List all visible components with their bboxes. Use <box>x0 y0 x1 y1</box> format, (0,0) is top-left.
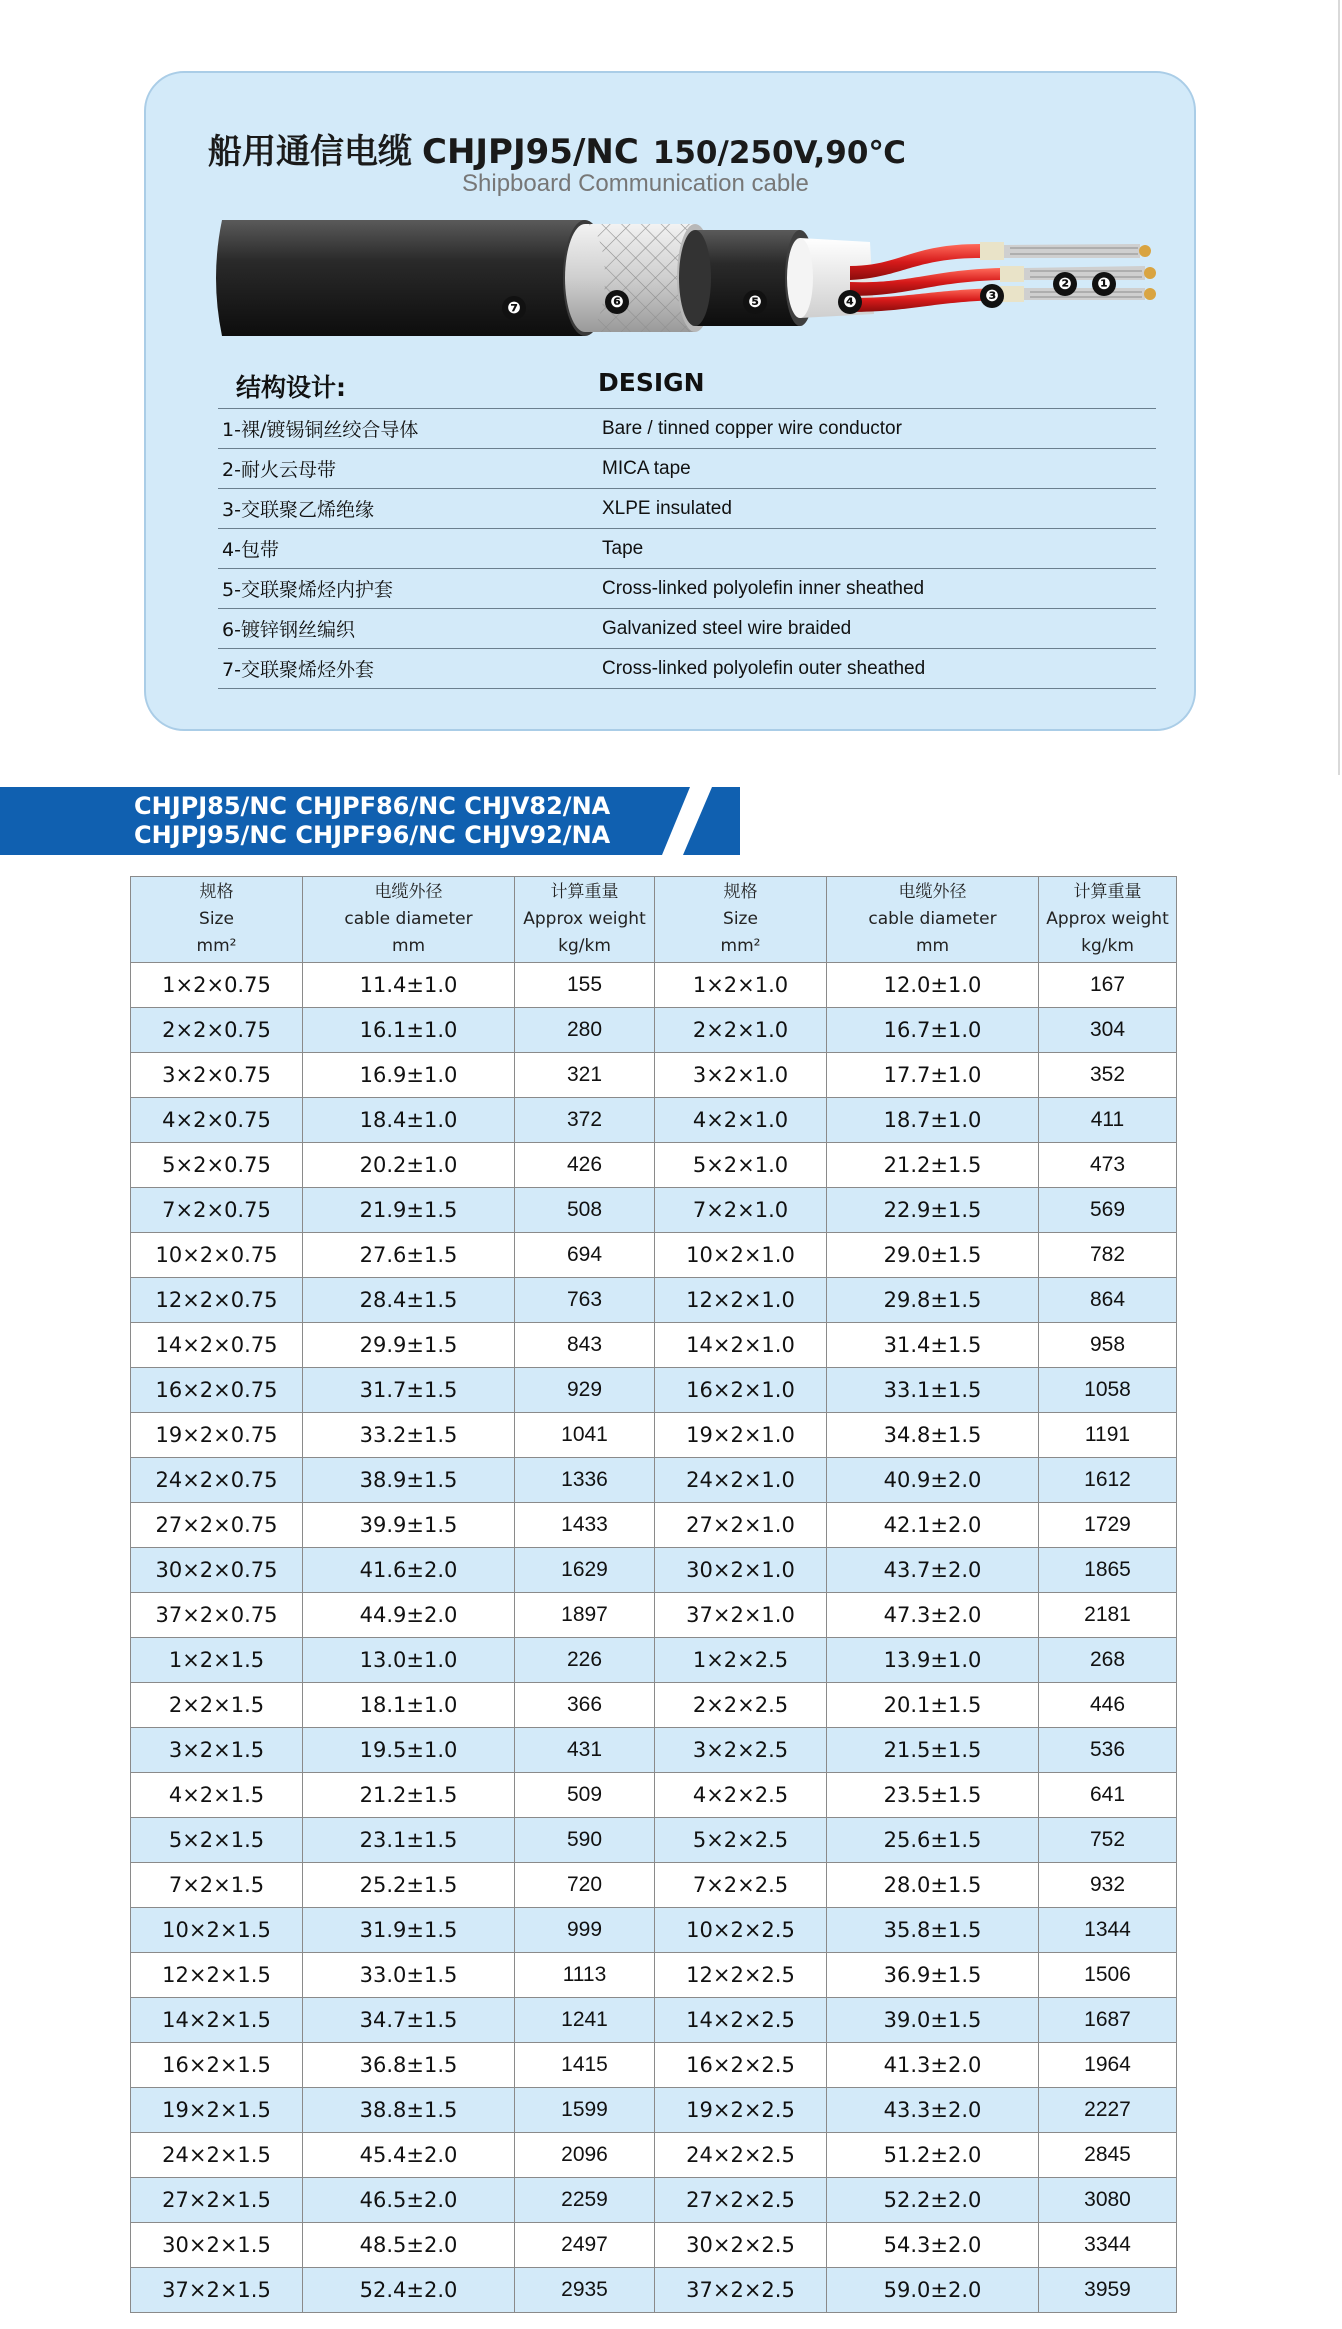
cell-diameter: 11.4±1.0 <box>303 963 515 1008</box>
cell-weight: 509 <box>515 1773 655 1818</box>
cell-size-2: 1×2×2.5 <box>655 1638 827 1683</box>
design-en: XLPE insulated <box>602 489 1156 529</box>
cell-weight-2: 268 <box>1039 1638 1177 1683</box>
cell-weight-2: 1612 <box>1039 1458 1177 1503</box>
cell-size-2: 2×2×2.5 <box>655 1683 827 1728</box>
spec-header-row <box>131 877 1177 963</box>
cell-size: 19×2×0.75 <box>131 1413 303 1458</box>
table-row <box>131 1953 1177 1998</box>
cell-diameter: 46.5±2.0 <box>303 2178 515 2223</box>
cell-size: 16×2×0.75 <box>131 1368 303 1413</box>
cell-diameter-2: 21.5±1.5 <box>827 1728 1039 1773</box>
cell-size-2: 27×2×1.0 <box>655 1503 827 1548</box>
table-row <box>131 963 1177 1008</box>
cell-size: 16×2×1.5 <box>131 2043 303 2088</box>
outer-sheath <box>216 220 585 336</box>
table-row <box>131 1863 1177 1908</box>
design-zh: 1-裸/镀锡铜丝绞合导体 <box>218 409 602 449</box>
table-row <box>131 1143 1177 1188</box>
cell-size: 3×2×1.5 <box>131 1728 303 1773</box>
cell-size-2: 37×2×2.5 <box>655 2268 827 2313</box>
cell-size: 2×2×1.5 <box>131 1683 303 1728</box>
cell-weight-2: 569 <box>1039 1188 1177 1233</box>
cell-diameter: 28.4±1.5 <box>303 1278 515 1323</box>
design-row <box>218 489 1156 529</box>
design-zh: 2-耐火云母带 <box>218 449 602 489</box>
title-rating: 150/250V,90℃ <box>652 135 906 171</box>
cell-diameter-2: 42.1±2.0 <box>827 1503 1039 1548</box>
cell-weight-2: 2181 <box>1039 1593 1177 1638</box>
cable-drawing <box>210 208 1170 348</box>
conductor-2 <box>1024 266 1145 280</box>
spec-table <box>130 876 1177 2313</box>
cell-weight: 929 <box>515 1368 655 1413</box>
cell-size-2: 10×2×2.5 <box>655 1908 827 1953</box>
cell-weight-2: 167 <box>1039 963 1177 1008</box>
label-5: ❺ <box>743 290 767 314</box>
cell-size: 27×2×1.5 <box>131 2178 303 2223</box>
conductor-1 <box>1004 244 1140 258</box>
cell-weight: 2096 <box>515 2133 655 2178</box>
cell-diameter-2: 47.3±2.0 <box>827 1593 1039 1638</box>
cell-diameter: 38.9±1.5 <box>303 1458 515 1503</box>
table-row <box>131 1368 1177 1413</box>
cell-weight: 1336 <box>515 1458 655 1503</box>
cell-weight: 372 <box>515 1098 655 1143</box>
cell-diameter-2: 41.3±2.0 <box>827 2043 1039 2088</box>
cell-weight-2: 1687 <box>1039 1998 1177 2043</box>
cell-size: 24×2×0.75 <box>131 1458 303 1503</box>
cell-weight-2: 3080 <box>1039 2178 1177 2223</box>
cell-size-2: 5×2×1.0 <box>655 1143 827 1188</box>
cell-weight: 720 <box>515 1863 655 1908</box>
cell-weight: 590 <box>515 1818 655 1863</box>
cell-diameter: 18.1±1.0 <box>303 1683 515 1728</box>
cell-size-2: 3×2×1.0 <box>655 1053 827 1098</box>
cell-size-2: 10×2×1.0 <box>655 1233 827 1278</box>
cable-cutaway-illustration <box>210 208 1170 348</box>
label-3: ❸ <box>980 284 1004 308</box>
cell-weight-2: 864 <box>1039 1278 1177 1323</box>
cell-weight-2: 3959 <box>1039 2268 1177 2313</box>
cell-weight-2: 2227 <box>1039 2088 1177 2133</box>
cell-size: 10×2×1.5 <box>131 1908 303 1953</box>
label-6: ❻ <box>605 290 629 314</box>
cell-size-2: 7×2×2.5 <box>655 1863 827 1908</box>
table-row <box>131 2268 1177 2313</box>
cell-diameter: 16.1±1.0 <box>303 1008 515 1053</box>
cell-diameter-2: 16.7±1.0 <box>827 1008 1039 1053</box>
cell-size: 5×2×0.75 <box>131 1143 303 1188</box>
design-row <box>218 409 1156 449</box>
cell-diameter-2: 18.7±1.0 <box>827 1098 1039 1143</box>
cell-weight: 1113 <box>515 1953 655 1998</box>
cell-diameter: 52.4±2.0 <box>303 2268 515 2313</box>
spec-table-body <box>131 963 1177 2313</box>
table-row <box>131 1593 1177 1638</box>
cell-size: 14×2×1.5 <box>131 1998 303 2043</box>
cell-size: 37×2×0.75 <box>131 1593 303 1638</box>
cell-diameter: 38.8±1.5 <box>303 2088 515 2133</box>
cell-size-2: 19×2×2.5 <box>655 2088 827 2133</box>
cell-diameter-2: 17.7±1.0 <box>827 1053 1039 1098</box>
cell-weight: 321 <box>515 1053 655 1098</box>
design-en: Bare / tinned copper wire conductor <box>602 409 1156 449</box>
header-weight: 计算重量 Approx weight kg/km <box>515 877 655 963</box>
table-row <box>131 1323 1177 1368</box>
cell-size: 5×2×1.5 <box>131 1818 303 1863</box>
header-size-2: 规格 Size mm² <box>655 877 827 963</box>
cell-diameter-2: 52.2±2.0 <box>827 2178 1039 2223</box>
cell-weight: 1241 <box>515 1998 655 2043</box>
cell-diameter-2: 31.4±1.5 <box>827 1323 1039 1368</box>
cell-size-2: 16×2×2.5 <box>655 2043 827 2088</box>
cell-weight: 508 <box>515 1188 655 1233</box>
header-diameter: 电缆外径 cable diameter mm <box>303 877 515 963</box>
cell-diameter-2: 28.0±1.5 <box>827 1863 1039 1908</box>
banner-models <box>134 792 610 850</box>
title-model: CHJPJ95/NC <box>422 132 639 172</box>
design-en: MICA tape <box>602 449 1156 489</box>
label-7: ❼ <box>502 296 526 320</box>
cell-diameter: 36.8±1.5 <box>303 2043 515 2088</box>
cell-weight-2: 3344 <box>1039 2223 1177 2268</box>
cell-weight-2: 1964 <box>1039 2043 1177 2088</box>
cell-size-2: 2×2×1.0 <box>655 1008 827 1053</box>
cell-diameter-2: 34.8±1.5 <box>827 1413 1039 1458</box>
cell-diameter-2: 51.2±2.0 <box>827 2133 1039 2178</box>
banner-line-2: CHJPJ95/NC CHJPF96/NC CHJV92/NA <box>134 821 611 849</box>
cell-weight-2: 932 <box>1039 1863 1177 1908</box>
cell-weight-2: 352 <box>1039 1053 1177 1098</box>
cell-size-2: 24×2×1.0 <box>655 1458 827 1503</box>
cell-size-2: 4×2×2.5 <box>655 1773 827 1818</box>
cell-diameter-2: 40.9±2.0 <box>827 1458 1039 1503</box>
conductor-tip-3 <box>1144 288 1156 300</box>
cell-diameter-2: 21.2±1.5 <box>827 1143 1039 1188</box>
cell-diameter: 25.2±1.5 <box>303 1863 515 1908</box>
table-row <box>131 1503 1177 1548</box>
cell-size: 37×2×1.5 <box>131 2268 303 2313</box>
cell-diameter: 33.2±1.5 <box>303 1413 515 1458</box>
cell-weight: 2259 <box>515 2178 655 2223</box>
cell-diameter: 16.9±1.0 <box>303 1053 515 1098</box>
cell-diameter-2: 43.3±2.0 <box>827 2088 1039 2133</box>
cell-size-2: 24×2×2.5 <box>655 2133 827 2178</box>
mica-tape-1 <box>980 242 1004 260</box>
table-row <box>131 1458 1177 1503</box>
cell-diameter-2: 25.6±1.5 <box>827 1818 1039 1863</box>
page-title <box>208 124 906 173</box>
cell-weight: 280 <box>515 1008 655 1053</box>
cell-weight-2: 411 <box>1039 1098 1177 1143</box>
cell-weight: 1433 <box>515 1503 655 1548</box>
cell-diameter-2: 59.0±2.0 <box>827 2268 1039 2313</box>
cell-size-2: 12×2×2.5 <box>655 1953 827 1998</box>
table-row <box>131 1548 1177 1593</box>
cell-size-2: 14×2×2.5 <box>655 1998 827 2043</box>
table-row <box>131 1818 1177 1863</box>
cell-diameter: 31.7±1.5 <box>303 1368 515 1413</box>
cell-diameter: 18.4±1.0 <box>303 1098 515 1143</box>
cell-size-2: 30×2×2.5 <box>655 2223 827 2268</box>
page-edge-line <box>1338 0 1340 775</box>
cell-diameter-2: 33.1±1.5 <box>827 1368 1039 1413</box>
design-row <box>218 609 1156 649</box>
cell-size-2: 4×2×1.0 <box>655 1098 827 1143</box>
cell-weight-2: 641 <box>1039 1773 1177 1818</box>
cell-diameter: 45.4±2.0 <box>303 2133 515 2178</box>
cell-weight: 1415 <box>515 2043 655 2088</box>
design-zh: 3-交联聚乙烯绝缘 <box>218 489 602 529</box>
cell-size-2: 12×2×1.0 <box>655 1278 827 1323</box>
cell-diameter: 29.9±1.5 <box>303 1323 515 1368</box>
header-weight-2: 计算重量 Approx weight kg/km <box>1039 877 1177 963</box>
mica-tape-2 <box>1000 266 1024 282</box>
label-1: ❶ <box>1092 272 1116 296</box>
cell-diameter-2: 36.9±1.5 <box>827 1953 1039 1998</box>
table-row <box>131 1008 1177 1053</box>
cell-diameter-2: 13.9±1.0 <box>827 1638 1039 1683</box>
cell-weight: 366 <box>515 1683 655 1728</box>
design-heading-chinese: 结构设计: <box>236 373 346 402</box>
design-heading-english: DESIGN <box>598 368 705 397</box>
cell-diameter-2: 39.0±1.5 <box>827 1998 1039 2043</box>
cell-weight-2: 536 <box>1039 1728 1177 1773</box>
cell-size: 4×2×1.5 <box>131 1773 303 1818</box>
cell-weight-2: 473 <box>1039 1143 1177 1188</box>
cell-diameter: 19.5±1.0 <box>303 1728 515 1773</box>
braid-front-ellipse <box>565 224 605 332</box>
cell-size: 27×2×0.75 <box>131 1503 303 1548</box>
wrapping-tape-front <box>787 238 813 318</box>
cell-diameter-2: 22.9±1.5 <box>827 1188 1039 1233</box>
cell-diameter: 13.0±1.0 <box>303 1638 515 1683</box>
design-zh: 6-镀锌钢丝编织 <box>218 609 602 649</box>
cell-weight: 2497 <box>515 2223 655 2268</box>
label-4: ❹ <box>838 290 862 314</box>
cell-weight-2: 1865 <box>1039 1548 1177 1593</box>
cell-size: 7×2×0.75 <box>131 1188 303 1233</box>
design-en: Cross-linked polyolefin inner sheathed <box>602 569 1156 609</box>
conductor-3 <box>1024 288 1145 300</box>
table-row <box>131 1683 1177 1728</box>
cell-size: 30×2×1.5 <box>131 2223 303 2268</box>
cell-diameter: 23.1±1.5 <box>303 1818 515 1863</box>
label-2: ❷ <box>1053 272 1077 296</box>
cell-diameter-2: 29.0±1.5 <box>827 1233 1039 1278</box>
cell-diameter: 39.9±1.5 <box>303 1503 515 1548</box>
cell-diameter: 27.6±1.5 <box>303 1233 515 1278</box>
table-row <box>131 1053 1177 1098</box>
cell-weight: 2935 <box>515 2268 655 2313</box>
page-subtitle: Shipboard Communication cable <box>462 170 809 197</box>
cell-size: 4×2×0.75 <box>131 1098 303 1143</box>
cell-diameter-2: 35.8±1.5 <box>827 1908 1039 1953</box>
design-zh: 4-包带 <box>218 529 602 569</box>
cell-size-2: 30×2×1.0 <box>655 1548 827 1593</box>
cell-diameter: 21.9±1.5 <box>303 1188 515 1233</box>
table-row <box>131 1233 1177 1278</box>
cell-size-2: 7×2×1.0 <box>655 1188 827 1233</box>
cell-size: 1×2×1.5 <box>131 1638 303 1683</box>
design-row <box>218 529 1156 569</box>
cell-diameter: 20.2±1.0 <box>303 1143 515 1188</box>
banner-line-1: CHJPJ85/NC CHJPF86/NC CHJV82/NA <box>134 792 611 820</box>
cell-diameter: 48.5±2.0 <box>303 2223 515 2268</box>
design-row <box>218 569 1156 609</box>
design-row <box>218 649 1156 689</box>
cell-size: 10×2×0.75 <box>131 1233 303 1278</box>
cell-weight: 226 <box>515 1638 655 1683</box>
cell-diameter-2: 54.3±2.0 <box>827 2223 1039 2268</box>
cell-size-2: 27×2×2.5 <box>655 2178 827 2223</box>
cell-size-2: 14×2×1.0 <box>655 1323 827 1368</box>
cell-size: 19×2×1.5 <box>131 2088 303 2133</box>
cell-weight-2: 2845 <box>1039 2133 1177 2178</box>
design-en: Cross-linked polyolefin outer sheathed <box>602 649 1156 689</box>
cell-weight-2: 446 <box>1039 1683 1177 1728</box>
table-row <box>131 1908 1177 1953</box>
title-chinese: 船用通信电缆 <box>208 132 412 172</box>
cell-weight: 999 <box>515 1908 655 1953</box>
design-en: Tape <box>602 529 1156 569</box>
cell-weight-2: 1344 <box>1039 1908 1177 1953</box>
cell-diameter: 31.9±1.5 <box>303 1908 515 1953</box>
cell-weight: 694 <box>515 1233 655 1278</box>
table-row <box>131 2088 1177 2133</box>
cell-diameter: 33.0±1.5 <box>303 1953 515 1998</box>
cell-diameter: 21.2±1.5 <box>303 1773 515 1818</box>
design-table <box>218 408 1156 689</box>
table-row <box>131 1728 1177 1773</box>
cell-weight-2: 1058 <box>1039 1368 1177 1413</box>
cell-size-2: 1×2×1.0 <box>655 963 827 1008</box>
table-row <box>131 1278 1177 1323</box>
cell-size-2: 5×2×2.5 <box>655 1818 827 1863</box>
cell-weight-2: 958 <box>1039 1323 1177 1368</box>
cell-weight: 1629 <box>515 1548 655 1593</box>
cell-diameter-2: 29.8±1.5 <box>827 1278 1039 1323</box>
design-zh: 7-交联聚烯烃外套 <box>218 649 602 689</box>
cell-size: 2×2×0.75 <box>131 1008 303 1053</box>
cell-diameter: 34.7±1.5 <box>303 1998 515 2043</box>
table-row <box>131 1998 1177 2043</box>
cell-weight-2: 782 <box>1039 1233 1177 1278</box>
cell-size: 12×2×1.5 <box>131 1953 303 1998</box>
cell-size: 24×2×1.5 <box>131 2133 303 2178</box>
header-diameter-2: 电缆外径 cable diameter mm <box>827 877 1039 963</box>
cell-size: 30×2×0.75 <box>131 1548 303 1593</box>
cell-weight-2: 1191 <box>1039 1413 1177 1458</box>
cell-weight: 1897 <box>515 1593 655 1638</box>
cell-size: 7×2×1.5 <box>131 1863 303 1908</box>
design-zh: 5-交联聚烯烃内护套 <box>218 569 602 609</box>
cell-weight: 763 <box>515 1278 655 1323</box>
cell-size: 14×2×0.75 <box>131 1323 303 1368</box>
inner-sheath-front <box>679 230 711 326</box>
cell-diameter-2: 23.5±1.5 <box>827 1773 1039 1818</box>
cell-size-2: 3×2×2.5 <box>655 1728 827 1773</box>
table-row <box>131 1773 1177 1818</box>
cell-size: 12×2×0.75 <box>131 1278 303 1323</box>
design-row <box>218 449 1156 489</box>
cell-weight-2: 1506 <box>1039 1953 1177 1998</box>
conductor-tip-1 <box>1139 245 1151 257</box>
table-row <box>131 2133 1177 2178</box>
table-row <box>131 2223 1177 2268</box>
table-row <box>131 2178 1177 2223</box>
cell-weight: 1041 <box>515 1413 655 1458</box>
cell-diameter-2: 12.0±1.0 <box>827 963 1039 1008</box>
cell-size-2: 16×2×1.0 <box>655 1368 827 1413</box>
cell-weight: 1599 <box>515 2088 655 2133</box>
cell-weight-2: 304 <box>1039 1008 1177 1053</box>
cell-diameter-2: 43.7±2.0 <box>827 1548 1039 1593</box>
header-size: 规格 Size mm² <box>131 877 303 963</box>
cell-diameter-2: 20.1±1.5 <box>827 1683 1039 1728</box>
cell-diameter: 44.9±2.0 <box>303 1593 515 1638</box>
cell-size: 1×2×0.75 <box>131 963 303 1008</box>
table-row <box>131 2043 1177 2088</box>
table-row <box>131 1413 1177 1458</box>
table-row <box>131 1098 1177 1143</box>
cell-weight-2: 1729 <box>1039 1503 1177 1548</box>
cell-weight: 431 <box>515 1728 655 1773</box>
cell-weight: 155 <box>515 963 655 1008</box>
cell-weight: 426 <box>515 1143 655 1188</box>
table-row <box>131 1638 1177 1683</box>
banner-stripe <box>683 787 740 855</box>
design-en: Galvanized steel wire braided <box>602 609 1156 649</box>
table-row <box>131 1188 1177 1233</box>
cell-size: 3×2×0.75 <box>131 1053 303 1098</box>
cell-diameter: 41.6±2.0 <box>303 1548 515 1593</box>
cell-weight: 843 <box>515 1323 655 1368</box>
cell-size-2: 37×2×1.0 <box>655 1593 827 1638</box>
cell-weight-2: 752 <box>1039 1818 1177 1863</box>
cell-size-2: 19×2×1.0 <box>655 1413 827 1458</box>
conductor-tip-2 <box>1144 267 1156 279</box>
